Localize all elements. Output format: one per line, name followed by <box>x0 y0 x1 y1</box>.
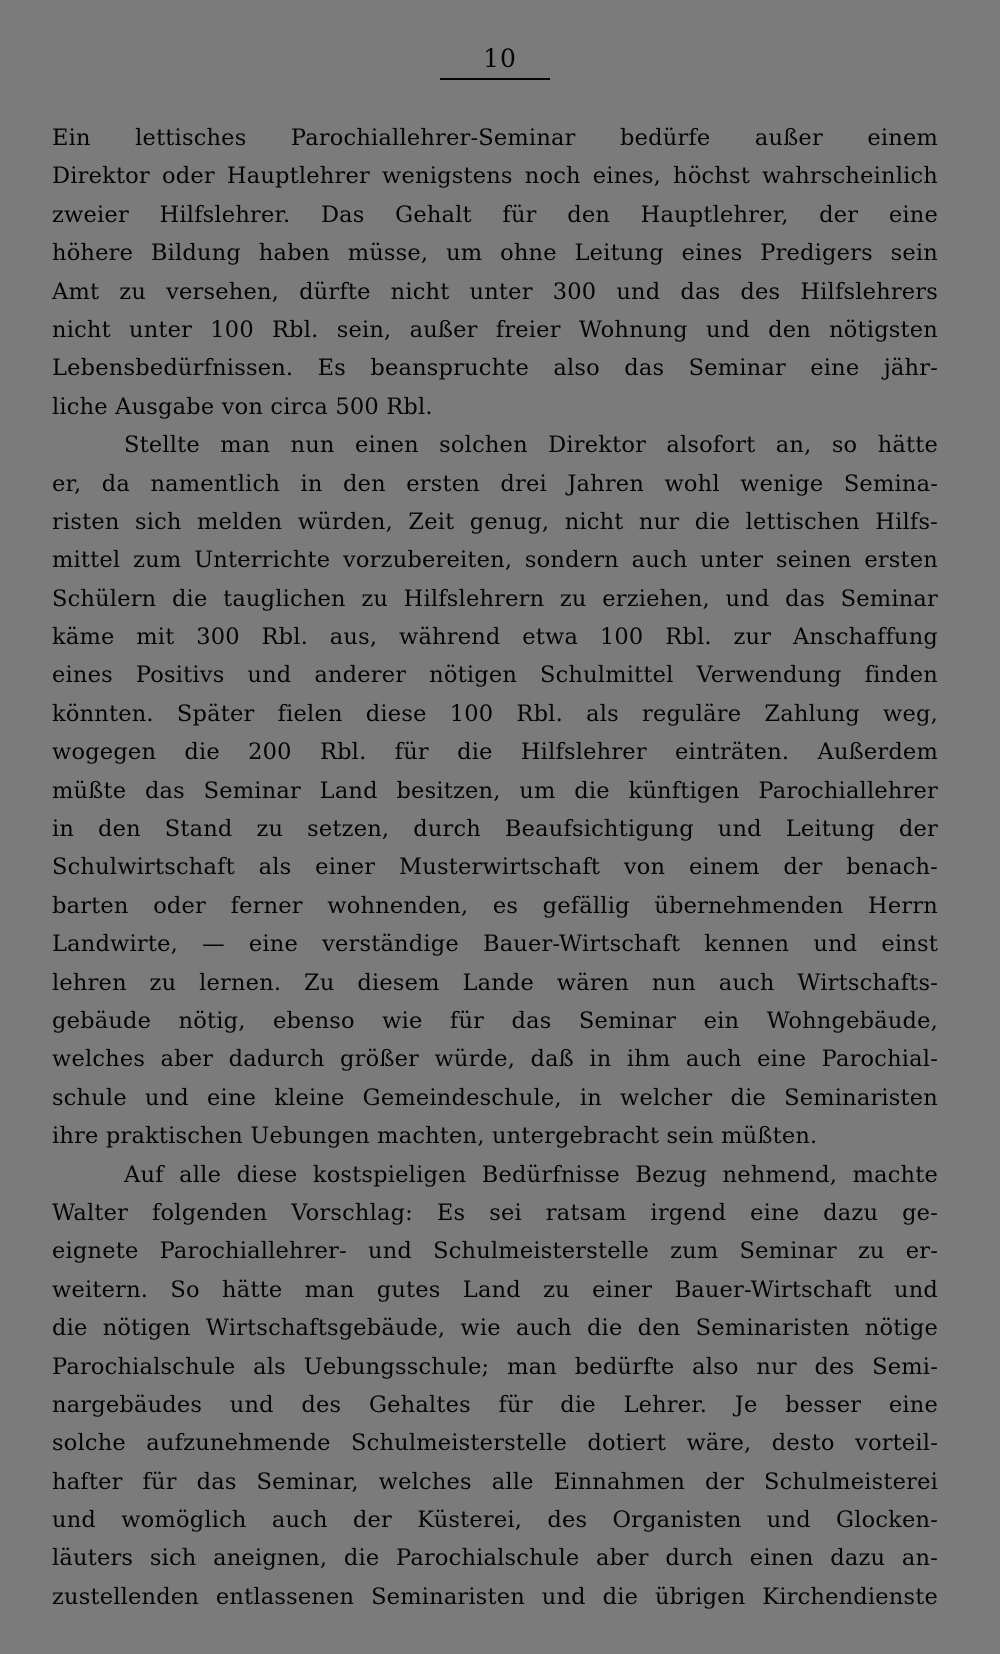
text-line: Parochialschule als Uebungsschule; man bedürfte also nur des Semi- <box>52 1353 938 1380</box>
text-line: Schülern die tauglichen zu Hilfslehrern zu erziehen, und das Seminar <box>52 585 938 612</box>
body-text <box>52 119 938 1616</box>
text-line: die nötigen Wirtschaftsgebäude, wie auch die den Seminaristen nötige <box>52 1315 938 1342</box>
text-line: müßte das Seminar Land besitzen, um die künftigen Parochiallehrer <box>52 777 938 804</box>
text-line: hafter für das Seminar, welches alle Einnahmen der Schulmeisterei <box>52 1468 938 1495</box>
text-line: Stellte man nun einen solchen Direktor alsofort an, so hätte <box>124 432 938 459</box>
text-line: Ein lettisches Parochiallehrer-Seminar bedürfe außer einem <box>52 125 938 151</box>
text-line: Amt zu versehen, dürfte nicht unter 300 und das des Hilfslehrers <box>52 278 938 305</box>
text-line: Landwirte, — eine verständige Bauer-Wirtschaft kennen und einst <box>52 931 938 958</box>
text-line: solche aufzunehmende Schulmeisterstelle dotiert wäre, desto vorteil- <box>52 1430 938 1457</box>
text-line: in den Stand zu setzen, durch Beaufsichtigung und Leitung der <box>52 816 938 843</box>
text-line: zustellenden entlassenen Seminaristen und die übrigen Kirchendienste <box>52 1583 938 1610</box>
text-line: höhere Bildung haben müsse, um ohne Leitung eines Predigers sein <box>52 240 938 267</box>
text-line: schule und eine kleine Gemeindeschule, in welcher die Seminaristen <box>52 1084 938 1111</box>
text-line: gebäude nötig, ebenso wie für das Seminar ein Wohngebäude, <box>52 1007 938 1034</box>
text-line: Direktor oder Hauptlehrer wenigstens noch eines, höchst wahrscheinlich <box>52 163 938 190</box>
text-line: Walter folgenden Vorschlag: Es sei ratsam irgend eine dazu ge- <box>52 1199 938 1226</box>
page-number: 10 <box>483 44 517 73</box>
header-rule <box>440 78 550 80</box>
text-line: risten sich melden würden, Zeit genug, nicht nur die lettischen Hilfs- <box>52 508 938 535</box>
paragraph <box>52 119 938 426</box>
text-line: liche Ausgabe von circa 500 Rbl. <box>52 393 433 420</box>
text-line: mittel zum Unterrichte vorzubereiten, sondern auch unter seinen ersten <box>52 547 938 574</box>
paragraph <box>52 1156 938 1617</box>
text-line: barten oder ferner wohnenden, es gefällig übernehmenden Herrn <box>52 892 938 919</box>
text-line: und womöglich auch der Küsterei, des Organisten und Glocken- <box>52 1507 938 1534</box>
text-line: er, da namentlich in den ersten drei Jahren wohl wenige Semina- <box>52 470 938 497</box>
text-line: nicht unter 100 Rbl. sein, außer freier Wohnung und den nötigsten <box>52 316 938 343</box>
text-line: nargebäudes und des Gehaltes für die Lehrer. Je besser eine <box>52 1391 938 1418</box>
text-line: weitern. So hätte man gutes Land zu einer Bauer-Wirtschaft und <box>52 1276 938 1303</box>
text-line: Schulwirtschaft als einer Musterwirtschaft von einem der benach- <box>52 854 938 881</box>
text-line: zweier Hilfslehrer. Das Gehalt für den Hauptlehrer, der eine <box>52 201 938 228</box>
text-line: käme mit 300 Rbl. aus, während etwa 100 Rbl. zur Anschaffung <box>52 624 938 651</box>
text-line: eignete Parochiallehrer- und Schulmeisterstelle zum Seminar zu er- <box>52 1238 938 1265</box>
text-line: könnten. Später fielen diese 100 Rbl. als reguläre Zahlung weg, <box>52 700 938 727</box>
text-line: welches aber dadurch größer würde, daß in ihm auch eine Parochial- <box>52 1046 938 1073</box>
text-line: wogegen die 200 Rbl. für die Hilfslehrer einträten. Außerdem <box>52 739 938 766</box>
text-line: ihre praktischen Uebungen machten, untergebracht sein müßten. <box>52 1123 818 1150</box>
text-line: läuters sich aneignen, die Parochialschule aber durch einen dazu an- <box>52 1545 938 1572</box>
text-line: Auf alle diese kostspieligen Bedürfnisse Bezug nehmend, machte <box>124 1161 938 1188</box>
text-line: Lebensbedürfnissen. Es beanspruchte also das Seminar eine jähr- <box>52 355 938 382</box>
text-line: lehren zu lernen. Zu diesem Lande wären nun auch Wirtschafts- <box>52 969 938 996</box>
paragraph <box>52 426 938 1155</box>
text-line: eines Positivs und anderer nötigen Schulmittel Verwendung finden <box>52 662 938 689</box>
